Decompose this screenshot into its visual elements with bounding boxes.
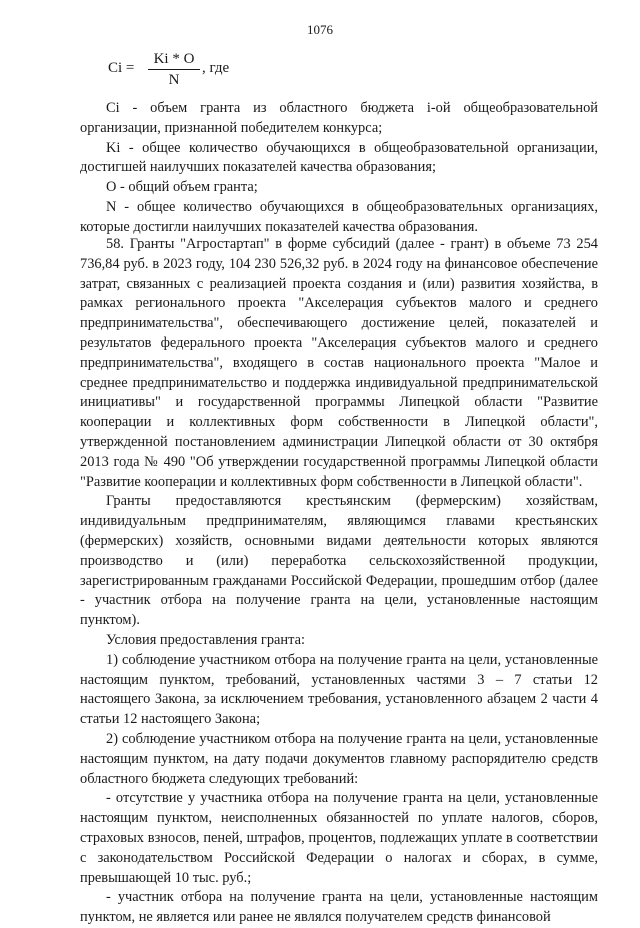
paragraph-condition-1: 1) соблюдение участником отбора на получение гранта на цели, установленные настоящим пунктом, требований, установленных частями 3 – 7 статьи 12 настоящего Закона, за исключением требования, установленного абзацем 2 части 4 статьи 12 настоящего Закона; — [80, 651, 598, 728]
paragraph-requirement-taxes: - отсутствие у участника отбора на получение гранта на цели, установленные настоящим пунктом, неисполненных обязанностей по уплате налогов, сборов, страховых взносов, пеней, штрафов, процентов, подлежащих уплате в соответствии с законодательством Российской Федерации о налогах и сборах, в сумме, превышающей 10 тыс. руб.; — [80, 790, 598, 886]
formula-denominator: N — [168, 72, 180, 88]
paragraph-recipients: Гранты предоставляются крестьянским (фермерским) хозяйствам, индивидуальным предпринимателям, являющимся главами крестьянских (фермерских) хозяйств, основными видами деятельности которых являются производство и (или) переработка сельскохозяйственной продукции, зарегистрированным гражданами Российской Федерации, прошедшим отбор (далее - участник отбора на получение гранта на цели, установленные настоящим пунктом). — [80, 493, 598, 629]
definition-n: N - общее количество обучающихся в общеобразовательных организациях, которые достигли наилучших показателей качества образования. — [80, 198, 598, 235]
definition-ci: Ci - объем гранта из областного бюджета i-ой общеобразовательной организации, признанной победителем конкурса; — [80, 100, 598, 136]
formula-lhs: Ci = — [108, 60, 135, 76]
paragraph-condition-2: 2) соблюдение участником отбора на получение гранта на цели, установленные настоящим пунктом, на дату подачи документов главному распорядителю средств областного бюджета следующих требований: — [80, 730, 598, 787]
main-text-block — [80, 235, 598, 928]
page-number: 1076 — [307, 22, 333, 37]
paragraph-58-grants: 58. Гранты "Агростартап" в форме субсидий (далее - грант) в объеме 73 254 736,84 руб. в 2023 году, 104 230 526,32 руб. в 2024 году на финансовое обеспечение затрат, связанных с реализацией проекта создания и (или) развития хозяйства, в рамках регионального проекта "Акселерация субъектов малого и среднего предпринимательства", обеспечивающего достижение целей, показателей и результатов федерального проекта "Акселерация субъектов малого и среднего предпринимательства", входящего в состав национального проекта "Малое и среднее предпринимательство и поддержка индивидуальной предпринимательской инициативы" и государственной программы Липецкой области "Развитие кооперации и коллективных форм собственности в Липецкой области", утвержденной постановлением администрации Липецкой области от 30 октября 2013 года № 490 "Об утверждении государственной программы Липецкой области "Развитие кооперации и коллективных форм собственности в Липецкой области". — [80, 236, 598, 490]
definition-ki: Ki - общее количество обучающихся в общеобразовательной организации, достигшей наилучших показателей качества образования; — [80, 139, 598, 176]
paragraph-requirement-recipient: - участник отбора на получение гранта на цели, установленные настоящим пунктом, не является или ранее не являлся получателем средств финансовой — [80, 889, 598, 926]
formula-tail: , где — [202, 60, 230, 76]
paragraph-conditions-heading: Условия предоставления гранта: — [106, 631, 305, 648]
formula-numerator: Ki * O — [148, 50, 200, 70]
definition-o: O - общий объем гранта; — [106, 179, 258, 196]
formula-fraction — [148, 50, 200, 90]
definitions-block — [80, 99, 598, 238]
